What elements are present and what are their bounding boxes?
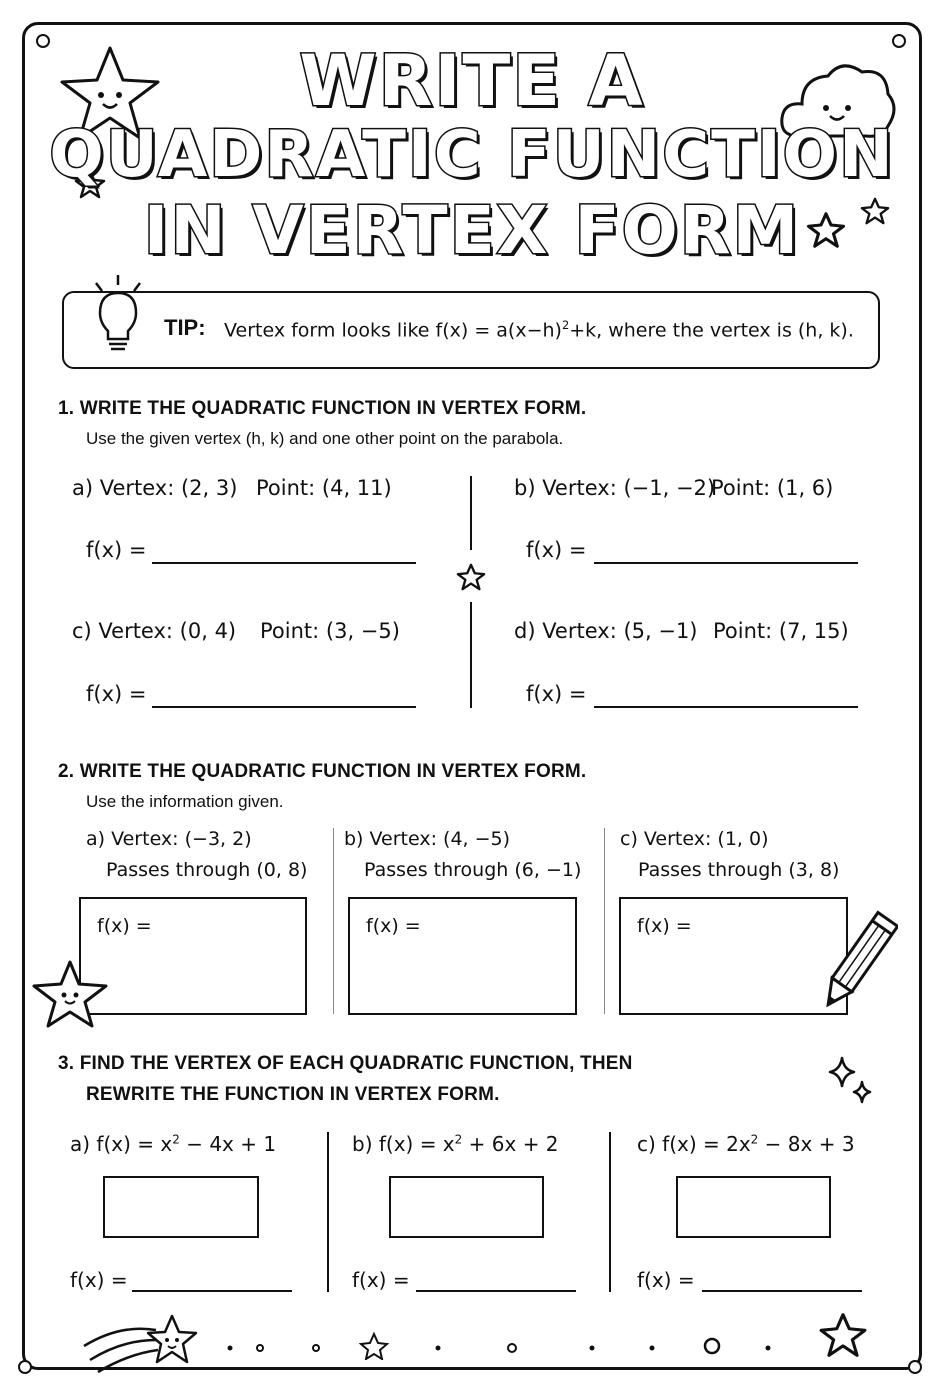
s1-c-vertex: c) Vertex: (0, 4) (72, 619, 237, 643)
section-2-subtitle: Use the information given. (86, 792, 284, 811)
lightbulb-icon (88, 275, 148, 365)
s1-d-answer-label: f(x) = (526, 682, 587, 706)
s3-c-function: c) $f(x) = 2x^2 - 8x + 3$ (637, 1132, 855, 1156)
s3-a-answer-label: f(x) = (70, 1268, 128, 1292)
s1-b-answer-line[interactable] (594, 562, 858, 564)
tip-box (62, 291, 880, 369)
s1-c-point: Point: (3, −5) (260, 619, 400, 643)
s3-b-answer-label: f(x) = (352, 1268, 410, 1292)
s3-b-vertex-box[interactable] (389, 1176, 544, 1238)
star-icon (816, 1310, 870, 1360)
s1-b-answer-label: f(x) = (526, 538, 587, 562)
s2-a-answer-label: f(x) = (97, 915, 152, 937)
s2-a-vertex: a) Vertex: (−3, 2) (86, 828, 252, 850)
s2-c-vertex: c) Vertex: (1, 0) (620, 828, 769, 850)
s3-c-answer-line[interactable] (702, 1290, 862, 1292)
column-divider (470, 476, 472, 550)
tip-label: TIP: (164, 315, 206, 340)
s3-b-function: b) $f(x) = x^2 + 6x + 2$ (352, 1132, 559, 1156)
column-divider (327, 1132, 329, 1292)
s1-a-answer-line[interactable] (152, 562, 416, 564)
section-1-title: 1. WRITE THE QUADRATIC FUNCTION IN VERTEX FORM. (58, 398, 587, 419)
s1-b-vertex: b) Vertex: (−1, −2) (514, 476, 716, 500)
s1-d-answer-line[interactable] (594, 706, 858, 708)
section-3-title-line-1: 3. FIND THE VERTEX OF EACH QUADRATIC FUNCTION, THEN (58, 1053, 633, 1074)
s3-c-vertex-box[interactable] (676, 1176, 831, 1238)
s1-a-answer-label: f(x) = (86, 538, 147, 562)
column-divider (470, 602, 472, 708)
s2-c-answer-label: f(x) = (637, 915, 692, 937)
sparkle-icon (826, 1054, 874, 1108)
s3-a-vertex-box[interactable] (103, 1176, 259, 1238)
section-1-subtitle: Use the given vertex (h, k) and one other point on the parabola. (86, 429, 564, 448)
column-divider (609, 1132, 611, 1292)
s2-b-answer-box[interactable] (348, 897, 577, 1015)
s1-b-point: Point: (1, 6) (711, 476, 834, 500)
column-divider (604, 828, 605, 1014)
corner-circle-bottom-right (908, 1360, 922, 1374)
dot-border-decoration (220, 1330, 780, 1360)
page-title-line-3: IN VERTEX FORM (143, 192, 801, 269)
s2-b-answer-label: f(x) = (366, 915, 421, 937)
s2-b-passes: Passes through (6, −1) (364, 859, 582, 881)
smiling-star-icon (30, 958, 112, 1030)
s2-c-passes: Passes through (3, 8) (638, 859, 840, 881)
tip-text: Vertex form looks like $f(x) = a(x-h)^2+k$, where the vertex is (h, k). (224, 318, 854, 342)
page-title-line-2: QUADRATIC FUNCTION (49, 118, 895, 192)
column-divider (333, 828, 334, 1014)
s1-a-vertex: a) Vertex: (2, 3) (72, 476, 238, 500)
s1-a-point: Point: (4, 11) (256, 476, 392, 500)
corner-circle-bottom-left (18, 1360, 32, 1374)
s2-a-answer-box[interactable] (79, 897, 307, 1015)
s2-a-passes: Passes through (0, 8) (106, 859, 308, 881)
s1-c-answer-line[interactable] (152, 706, 416, 708)
s3-a-function: a) $f(x) = x^2 - 4x + 1$ (70, 1132, 277, 1156)
section-2-title: 2. WRITE THE QUADRATIC FUNCTION IN VERTEX FORM. (58, 761, 587, 782)
s1-d-vertex: d) Vertex: (5, −1) (514, 619, 698, 643)
s3-a-answer-line[interactable] (132, 1290, 292, 1292)
s2-c-answer-box[interactable] (619, 897, 848, 1015)
s3-b-answer-line[interactable] (416, 1290, 576, 1292)
shooting-star-icon (80, 1306, 204, 1378)
s1-d-point: Point: (7, 15) (713, 619, 849, 643)
pencil-icon (818, 904, 898, 1020)
s3-c-answer-label: f(x) = (637, 1268, 695, 1292)
star-icon (456, 562, 486, 592)
page-title-line-1: WRITE A (299, 40, 645, 122)
section-3-title-line-2: REWRITE THE FUNCTION IN VERTEX FORM. (86, 1084, 500, 1105)
s2-b-vertex: b) Vertex: (4, −5) (344, 828, 511, 850)
s1-c-answer-label: f(x) = (86, 682, 147, 706)
